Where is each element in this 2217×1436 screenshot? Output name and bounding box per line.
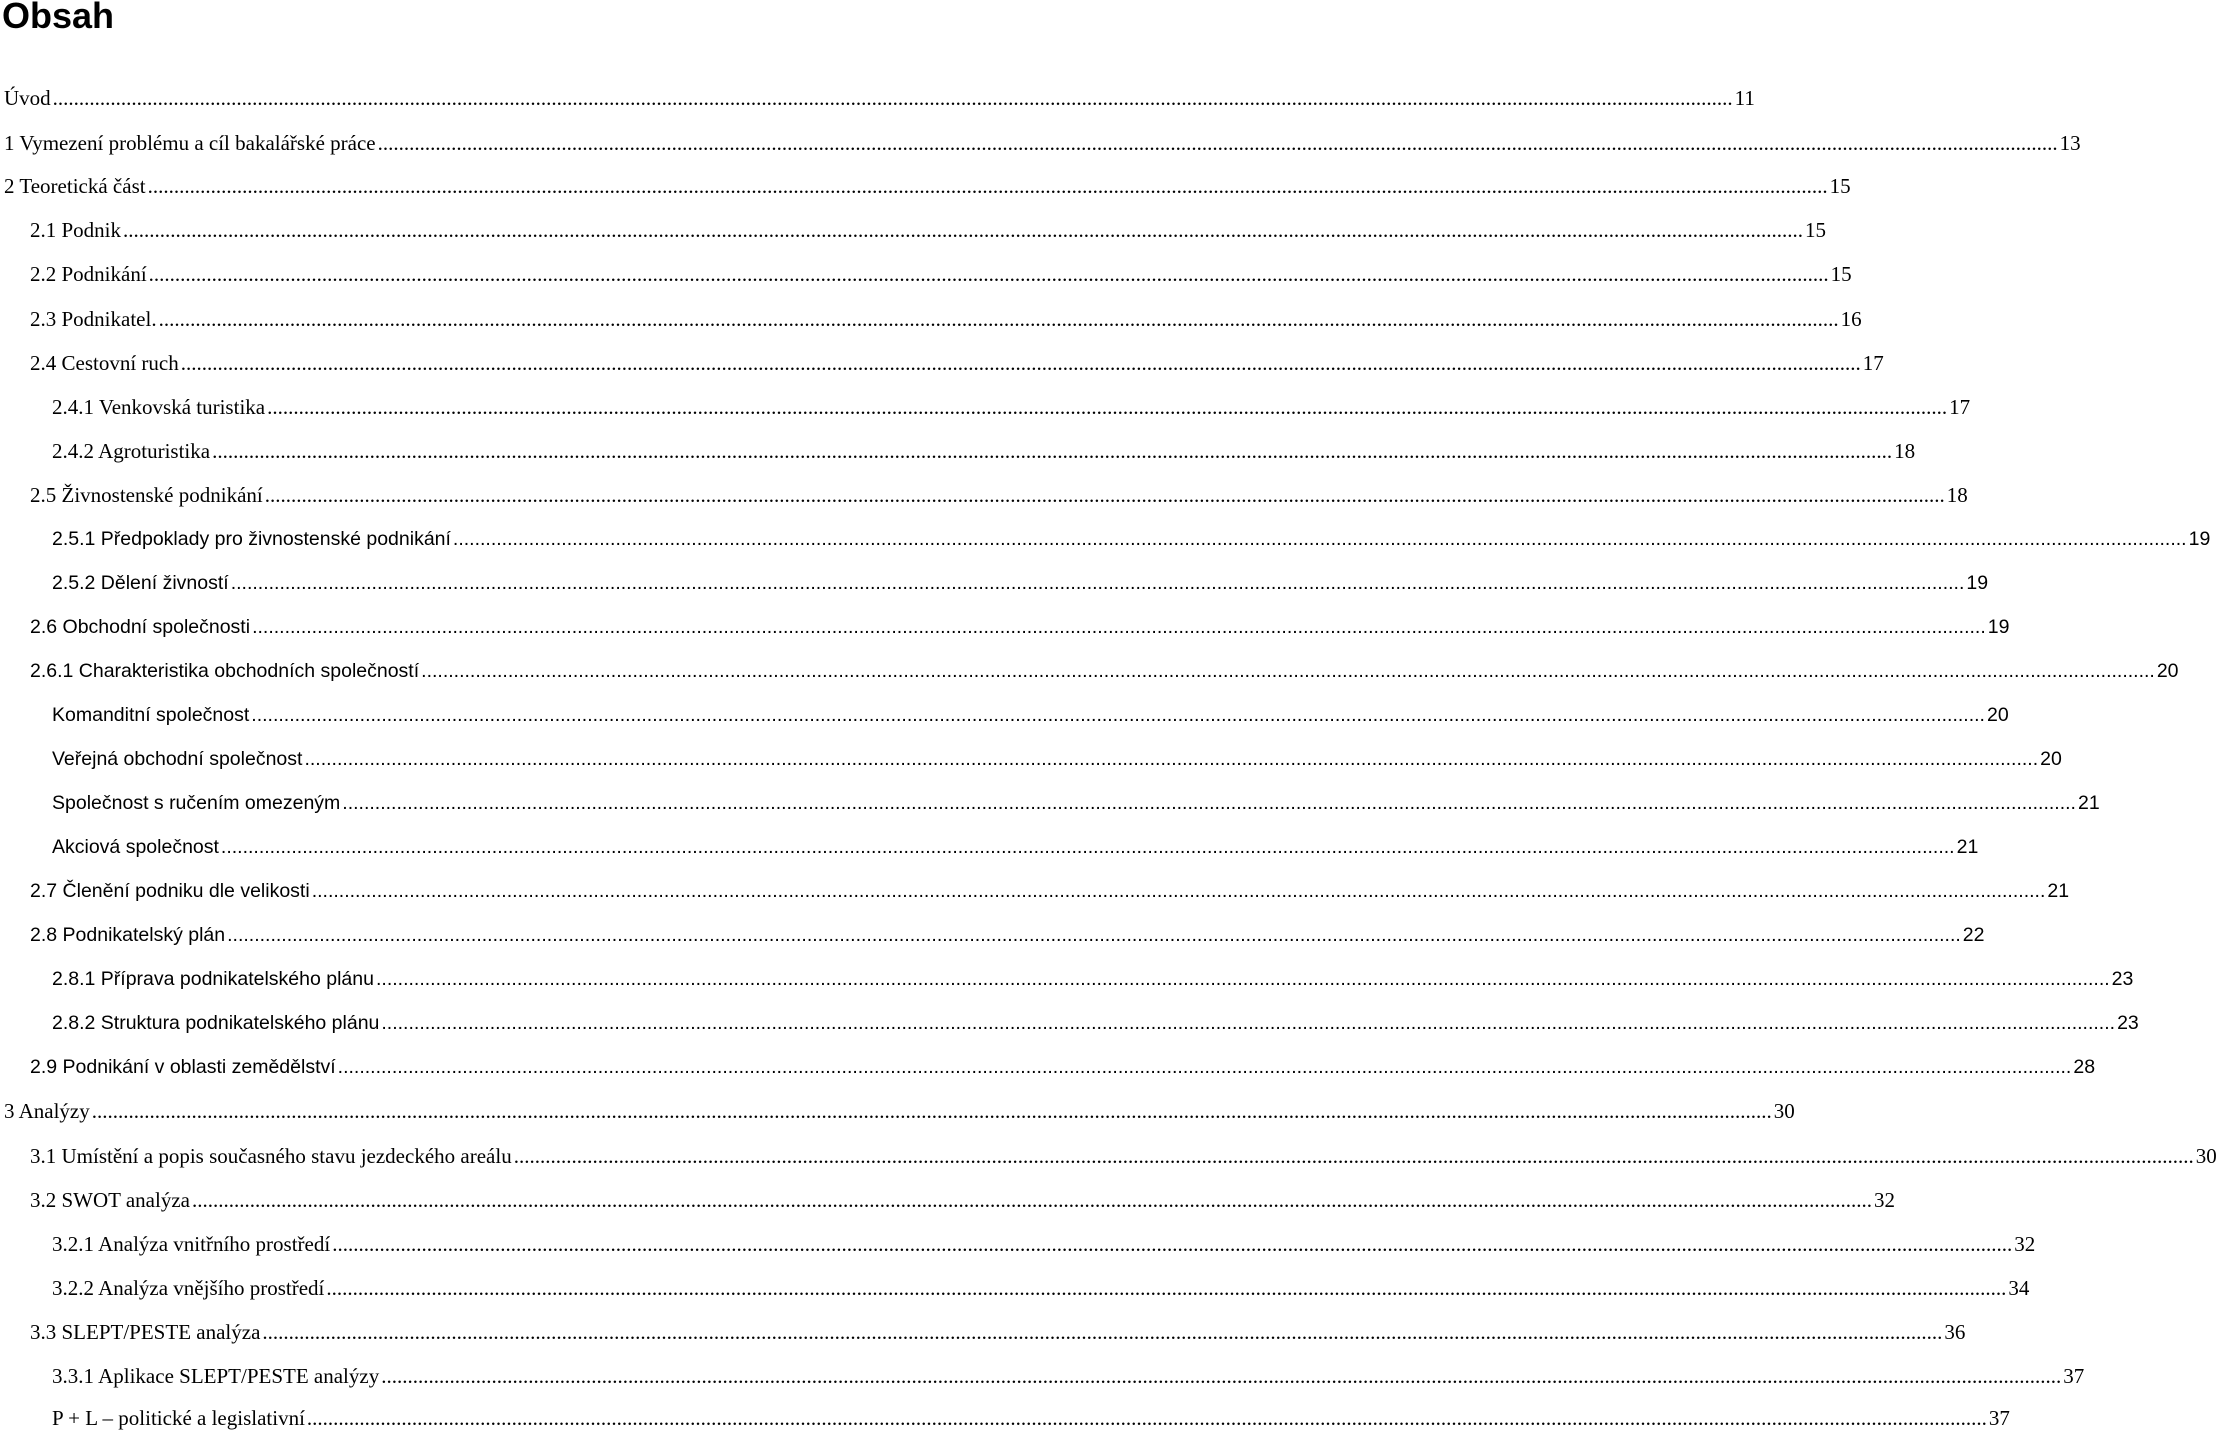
toc-entry[interactable] — [0, 704, 2009, 734]
toc-entry-label: Veřejná obchodní společnost — [52, 748, 303, 770]
toc-leader — [121, 218, 1805, 243]
toc-entry-label: 2.4.2 Agroturistika — [52, 439, 211, 463]
toc-entry[interactable] — [0, 174, 1851, 204]
toc-page-number: 32 — [2014, 1232, 2036, 1256]
toc-page-number: 15 — [1829, 174, 1851, 198]
toc-page-number: 18 — [1946, 483, 1968, 507]
toc-leader — [512, 1144, 2196, 1169]
toc-page-number: 15 — [1805, 218, 1827, 242]
toc-page-number: 21 — [2077, 792, 2100, 814]
toc-leader — [451, 528, 2189, 551]
toc-entry[interactable] — [0, 439, 1916, 469]
toc-entry[interactable] — [0, 86, 1755, 116]
toc-entry-label: 2.2 Podnikání — [30, 262, 147, 286]
toc-entry-label: 2.9 Podnikání v oblasti zemědělství — [30, 1056, 336, 1078]
toc-entry[interactable] — [0, 1099, 1795, 1129]
toc-entry[interactable] — [0, 748, 2062, 778]
toc-page-number: 37 — [1988, 1406, 2010, 1430]
toc-leader — [336, 1056, 2074, 1079]
toc-leader — [146, 174, 1830, 199]
toc-page-number: 19 — [1987, 616, 2010, 638]
toc-entry[interactable] — [0, 1144, 2217, 1174]
toc-entry[interactable] — [0, 616, 2010, 646]
toc-leader — [305, 1406, 1989, 1431]
toc-entry-label: 2.8.1 Příprava podnikatelského plánu — [52, 968, 374, 990]
toc-entry-label: 3.3 SLEPT/PESTE analýza — [30, 1320, 261, 1344]
toc-entry-label: 2.6 Obchodní společnosti — [30, 616, 251, 638]
toc-page-number: 32 — [1873, 1188, 1895, 1212]
page-title: Obsah — [2, 0, 115, 36]
toc-leader — [210, 439, 1894, 464]
toc-leader — [379, 1364, 2063, 1389]
toc-entry-label: 1 Vymezení problému a cíl bakalářské práce — [4, 131, 376, 155]
toc-leader — [302, 748, 2040, 771]
toc-entry-label: 2 Teoretická část — [4, 174, 146, 198]
toc-entry[interactable] — [0, 880, 2070, 910]
toc-page-number: 34 — [2008, 1276, 2030, 1300]
toc-entry[interactable] — [0, 660, 2179, 690]
toc-entry-label: 2.5 Živnostenské podnikání — [30, 483, 263, 507]
toc-leader — [330, 1232, 2014, 1257]
toc-page-number: 19 — [1966, 572, 1989, 594]
toc-leader — [90, 1099, 1774, 1124]
toc-entry-label: 2.1 Podnik — [30, 218, 122, 242]
toc-entry-label: 3.2 SWOT analýza — [30, 1188, 190, 1212]
toc-entry-label: 2.5.1 Předpoklady pro živnostenské podnikání — [52, 528, 451, 550]
toc-entry-label: 2.6.1 Charakteristika obchodních společností — [30, 660, 420, 682]
toc-entry-label: 2.8 Podnikatelský plán — [30, 924, 226, 946]
toc-leader — [249, 704, 1987, 727]
toc-leader — [229, 572, 1967, 595]
toc-entry[interactable] — [0, 1276, 2030, 1306]
toc-entry-label: 2.8.2 Struktura podnikatelského plánu — [52, 1012, 380, 1034]
toc-entry-label: 3.1 Umístění a popis současného stavu jezdeckého areálu — [30, 1144, 512, 1168]
toc-leader — [157, 307, 1841, 332]
toc-entry[interactable] — [0, 351, 1884, 381]
toc-entry-label: Komanditní společnost — [52, 704, 250, 726]
toc-leader — [379, 1012, 2117, 1035]
toc-entry-label: 2.4 Cestovní ruch — [30, 351, 179, 375]
toc-entry[interactable] — [0, 968, 2134, 998]
toc-page-number: 17 — [1949, 395, 1971, 419]
toc-page-number: 15 — [1830, 262, 1852, 286]
toc-page-number: 30 — [2195, 1144, 2217, 1168]
toc-page-number: 21 — [1956, 836, 1979, 858]
toc-page-number: 36 — [1944, 1320, 1966, 1344]
toc-entry-label: 3.2.2 Analýza vnějšího prostředí — [52, 1276, 325, 1300]
toc-page-number: 16 — [1840, 307, 1862, 331]
toc-entry[interactable] — [0, 924, 1985, 954]
toc-page-number: 23 — [2117, 1012, 2139, 1034]
toc-entry-label: 2.5.2 Dělení živností — [52, 572, 229, 594]
toc-entry[interactable] — [0, 1056, 2096, 1086]
toc-entry-label: Společnost s ručením omezeným — [52, 792, 341, 814]
toc-page-number: 28 — [2073, 1056, 2096, 1078]
toc-leader — [376, 131, 2060, 156]
toc-entry-label: 3 Analýzy — [4, 1099, 90, 1123]
toc-page-number: 11 — [1734, 86, 1755, 110]
toc-leader — [310, 880, 2048, 903]
toc-entry-label: 3.2.1 Analýza vnitřního prostředí — [52, 1232, 331, 1256]
toc-leader — [340, 792, 2078, 815]
toc-entry-label: 3.3.1 Aplikace SLEPT/PESTE analýzy — [52, 1364, 380, 1388]
toc-leader — [219, 836, 1957, 859]
toc-leader — [250, 616, 1988, 639]
toc-entry[interactable] — [0, 1406, 2010, 1436]
toc-page-number: 21 — [2047, 880, 2070, 902]
toc-entry[interactable] — [0, 1188, 1895, 1218]
toc-entry[interactable] — [0, 307, 1862, 337]
toc-page-number: 17 — [1862, 351, 1884, 375]
toc-entry[interactable] — [0, 262, 1852, 292]
toc-leader — [419, 660, 2157, 683]
toc-entry-label: P + L – politické a legislativní — [52, 1406, 305, 1430]
toc-entry[interactable] — [0, 792, 2100, 822]
toc-leader — [374, 968, 2112, 991]
toc-page-number: 20 — [1986, 704, 2009, 726]
toc-entry[interactable] — [0, 483, 1968, 513]
toc-page-number: 23 — [2111, 968, 2134, 990]
toc-leader — [260, 1320, 1944, 1345]
toc-leader — [225, 924, 1963, 947]
toc-page-number: 20 — [2040, 748, 2062, 770]
toc-leader — [263, 483, 1947, 508]
toc-entry[interactable] — [0, 131, 2081, 161]
toc-page-number: 37 — [2063, 1364, 2085, 1388]
toc-entry-label: Úvod — [4, 86, 51, 110]
toc-entry[interactable] — [0, 836, 1979, 866]
toc-page-number: 13 — [2059, 131, 2081, 155]
toc-entry[interactable] — [0, 1364, 2085, 1394]
toc-entry[interactable] — [0, 395, 1971, 425]
toc-entry-label: 2.4.1 Venkovská turistika — [52, 395, 266, 419]
toc-entry-label: Akciová společnost — [52, 836, 219, 858]
toc-leader — [147, 262, 1831, 287]
toc-leader — [265, 395, 1949, 420]
toc-page-number: 22 — [1962, 924, 1985, 946]
toc-entry-label: 2.7 Členění podniku dle velikosti — [30, 880, 310, 902]
toc-entry[interactable] — [0, 528, 2211, 558]
toc-entry[interactable] — [0, 1012, 2139, 1042]
toc-entry[interactable] — [0, 1232, 2036, 1262]
toc-page-number: 20 — [2156, 660, 2179, 682]
toc-page-number: 18 — [1894, 439, 1916, 463]
toc-leader — [51, 86, 1735, 111]
toc-leader — [190, 1188, 1874, 1213]
toc-page-number: 19 — [2188, 528, 2211, 550]
toc-entry[interactable] — [0, 572, 1989, 602]
toc-leader — [179, 351, 1863, 376]
toc-entry-label: 2.3 Podnikatel. — [30, 307, 157, 331]
toc-leader — [324, 1276, 2008, 1301]
toc-entry[interactable] — [0, 1320, 1966, 1350]
toc-entry[interactable] — [0, 218, 1827, 248]
toc-page-number: 30 — [1773, 1099, 1795, 1123]
